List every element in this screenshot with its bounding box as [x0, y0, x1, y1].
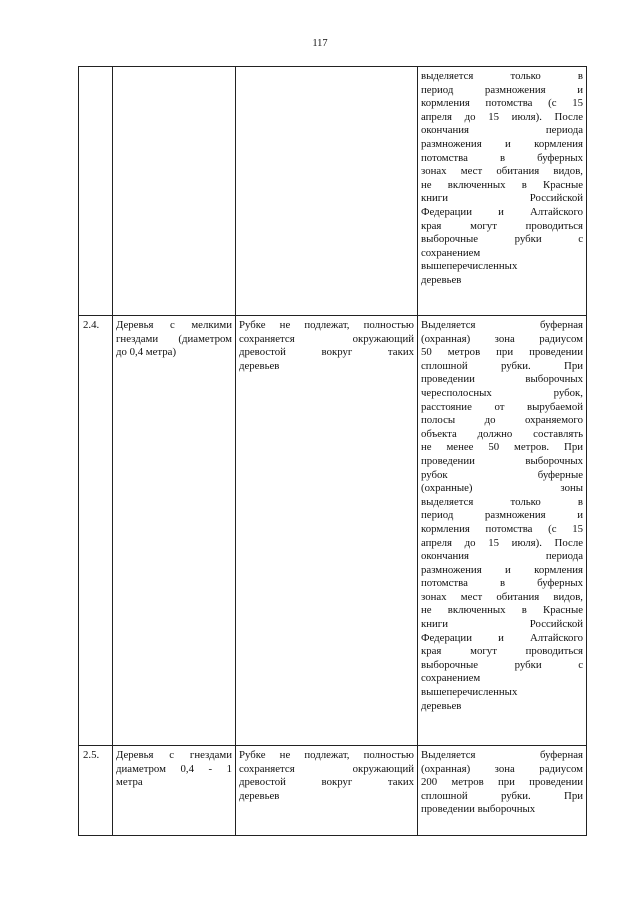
buffer-zone-line: края могут проводиться	[421, 645, 583, 658]
measure-line: деревьев	[239, 789, 280, 802]
object-line: Деревья с гнездами	[116, 749, 232, 761]
object-line: Деревья с мелкими	[116, 319, 232, 331]
buffer-zone-line: проведении выборочных	[421, 803, 536, 816]
object-line: гнездами (диаметром	[116, 332, 232, 345]
buffer-zone-line: кормления потомства (с 15	[421, 522, 583, 535]
measure-line: сохраняется окружающий	[239, 762, 414, 775]
row-number-cell	[79, 67, 113, 316]
buffer-zone-line: полосы до охраняемого	[421, 414, 583, 427]
buffer-zone-line: выборочные рубки с	[421, 233, 583, 246]
object-cell	[113, 67, 236, 316]
measure-cell	[236, 746, 418, 836]
buffer-zone-line: сплошной рубки. При	[421, 359, 583, 372]
buffer-zone-line: Выделяется буферная	[421, 749, 583, 761]
buffer-zone-line: потомства в буферных	[421, 151, 583, 164]
buffer-zone-line: объекта должно составлять	[421, 427, 583, 440]
buffer-zone-line: выборочные рубки с	[421, 658, 583, 671]
measure-line: Рубке не подлежат, полностью	[239, 319, 414, 331]
buffer-zone-line: не включенных в Красные	[421, 178, 583, 191]
buffer-zone-table	[78, 66, 587, 836]
table-row	[79, 67, 587, 316]
buffer-zone-line: деревьев	[421, 699, 462, 712]
buffer-zone-line: 200 метров при проведении	[421, 776, 583, 789]
buffer-zone-cell	[418, 316, 587, 746]
buffer-zone-line: Федерации и Алтайского	[421, 205, 583, 218]
object-cell	[113, 316, 236, 746]
buffer-zone-line: не менее 50 метров. При	[421, 441, 583, 454]
buffer-zone-line: (охранная) зона радиусом	[421, 762, 583, 775]
buffer-zone-line: расстояние от вырубаемой	[421, 400, 583, 413]
buffer-zone-line: сохранением	[421, 672, 481, 685]
buffer-zone-line: зонах мест обитания видов,	[421, 165, 583, 178]
buffer-zone-line: окончания периода	[421, 550, 583, 563]
buffer-zone-line: (охранные) зоны	[421, 482, 583, 495]
buffer-zone-line: выделяется только в	[421, 70, 583, 82]
buffer-zone-line: период размножения и	[421, 83, 583, 96]
row-number-cell: 2.4.	[79, 316, 113, 746]
buffer-zone-line: окончания периода	[421, 124, 583, 137]
buffer-zone-line: деревьев	[421, 273, 462, 286]
object-line: диаметром 0,4 - 1	[116, 762, 232, 775]
buffer-zone-line: 50 метров при проведении	[421, 346, 583, 359]
buffer-zone-line: проведении выборочных	[421, 373, 583, 386]
measure-line: Рубке не подлежат, полностью	[239, 749, 414, 761]
measure-line: деревьев	[239, 359, 280, 372]
buffer-zone-cell	[418, 746, 587, 836]
buffer-zone-line: вышеперечисленных	[421, 260, 518, 273]
buffer-zone-line: выделяется только в	[421, 495, 583, 508]
buffer-zone-line: период размножения и	[421, 509, 583, 522]
buffer-zone-line: Выделяется буферная	[421, 319, 583, 331]
object-line: до 0,4 метра)	[116, 346, 177, 359]
object-line: метра	[116, 776, 143, 789]
object-cell	[113, 746, 236, 836]
measure-line: древостой вокруг таких	[239, 346, 414, 359]
measure-line: древостой вокруг таких	[239, 776, 414, 789]
buffer-zone-line: чересполосных рубок,	[421, 386, 583, 399]
buffer-zone-line: апреля до 15 июля). После	[421, 110, 583, 123]
buffer-zone-line: сохранением	[421, 246, 481, 259]
measure-cell	[236, 316, 418, 746]
buffer-zone-cell	[418, 67, 587, 316]
buffer-zone-line: проведении выборочных	[421, 454, 583, 467]
buffer-zone-line: размножения и кормления	[421, 137, 583, 150]
buffer-zone-line: сплошной рубки. При	[421, 789, 583, 802]
buffer-zone-line: вышеперечисленных	[421, 686, 518, 699]
buffer-zone-line: потомства в буферных	[421, 577, 583, 590]
buffer-zone-line: рубок буферные	[421, 468, 583, 481]
buffer-zone-line: апреля до 15 июля). После	[421, 536, 583, 549]
buffer-zone-line: книги Российской	[421, 192, 583, 205]
buffer-zone-line: зонах мест обитания видов,	[421, 590, 583, 603]
row-number-cell: 2.5.	[79, 746, 113, 836]
buffer-zone-line: Федерации и Алтайского	[421, 631, 583, 644]
buffer-zone-line: размножения и кормления	[421, 563, 583, 576]
page-number: 117	[312, 38, 328, 49]
table-row	[79, 746, 587, 836]
measure-line: сохраняется окружающий	[239, 332, 414, 345]
buffer-zone-line: края могут проводиться	[421, 219, 583, 232]
buffer-zone-line: не включенных в Красные	[421, 604, 583, 617]
buffer-zone-line: кормления потомства (с 15	[421, 97, 583, 110]
table-row	[79, 316, 587, 746]
table-body	[79, 67, 587, 836]
buffer-zone-line: книги Российской	[421, 618, 583, 631]
measure-cell	[236, 67, 418, 316]
buffer-zone-line: (охранная) зона радиусом	[421, 332, 583, 345]
